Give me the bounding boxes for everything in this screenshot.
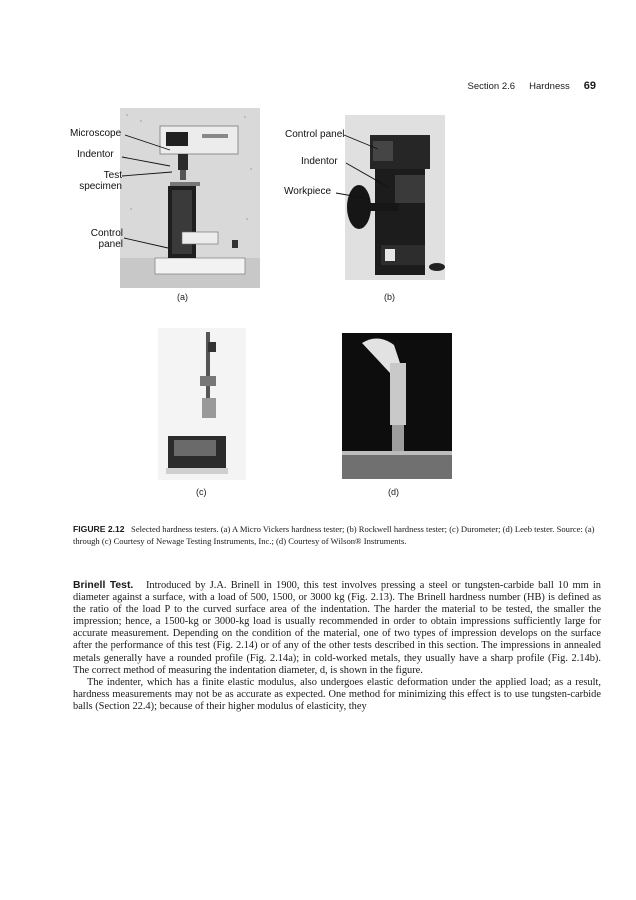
panel-label-b: (b) [384, 292, 395, 302]
callout-control-panel-a-text: Control panel [90, 228, 123, 250]
figure-caption-text: Selected hardness testers. (a) A Micro Vickers hardness tester; (b) Rockwell hardness tester; (c) Durometer; (d) Leeb tester. Source: (a) through (c) Courtesy of Newage Testing Instruments, Inc.; (d) Courtesy of Wilson® Instruments. [73, 524, 595, 547]
panel-label-c: (c) [196, 487, 207, 497]
callout-control-panel-b: Control panel [285, 129, 345, 140]
photo-durometer [158, 328, 246, 480]
running-header [468, 80, 596, 92]
header-section: Section 2.6 [467, 81, 516, 92]
leader-lines-b [330, 125, 440, 205]
body-text [73, 580, 601, 713]
paragraph-brinell [73, 580, 601, 677]
panel-label-a: (a) [177, 292, 188, 302]
page-number: 69 [583, 80, 596, 92]
callout-indentor-b: Indentor [301, 156, 338, 167]
figure-caption [73, 523, 603, 548]
photo-leeb-tester [342, 333, 452, 479]
panel-label-d: (d) [388, 487, 399, 497]
callout-indentor-a: Indentor [77, 149, 114, 160]
figure-caption-label: FIGURE 2.12 [73, 524, 125, 534]
callout-test-specimen-text: Test specimen [79, 170, 122, 192]
header-title: Hardness [529, 81, 570, 92]
run-in-heading: Brinell Test. [73, 580, 134, 591]
callout-workpiece: Workpiece [284, 186, 332, 197]
paragraph-indenter: The indenter, which has a finite elastic modulus, also undergoes elastic deformation under the applied load; as a result, hardness measurements may not be as accurate as expected. One method for minimizing this effect is to use tungsten-carbide balls (Section 22.4); because of their higher modulus of elasticity, they [73, 676, 601, 712]
callout-microscope: Microscope [70, 128, 122, 139]
paragraph-1-text: Introduced by J.A. Brinell in 1900, this test involves pressing a steel or tungsten-carbide ball 10 mm in diameter against a surface, with a load of 500, 1500, or 3000 kg (Fig. 2.13). The Brinell hardness number (HB) is defined as the ratio of the load P to the curved surface area of the indentation. The harder the material to be tested, the smaller the impression; hence, a 1500-kg or 3000-kg load is usually recommended in order to obtain impressions sufficiently large for accurate measurement. Depending on the condition of the material, one of two types of impression develops on the surface after the performance of this test (Fig. 2.14) or of any of the other tests described in this section. The impressions in annealed metals generally have a rounded profile (Fig. 2.14a); in cold-worked metals, they usually have a sharp profile (Fig. 2.14b). The correct method of measuring the indentation diameter, d, is shown in the figure. [73, 580, 601, 676]
leader-lines-a [60, 120, 180, 260]
